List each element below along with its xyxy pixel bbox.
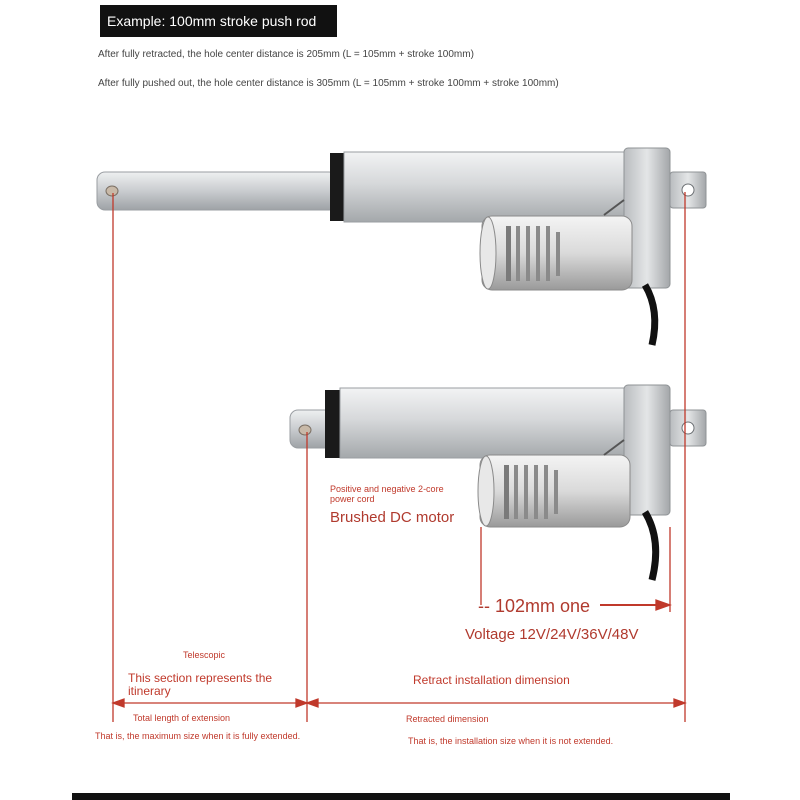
retracted-note: After fully retracted, the hole center distance is 205mm (L = 105mm + stroke 100mm): [98, 49, 474, 60]
retracted-rod-hole: [299, 425, 311, 435]
retracted-actuator: [290, 385, 706, 580]
extended-note: After fully pushed out, the hole center distance is 305mm (L = 105mm + stroke 100mm + stroke 100mm): [98, 78, 559, 89]
retracted-gear-housing: [624, 385, 670, 515]
bottom-divider: [72, 793, 730, 800]
extended-motor-cap: [480, 217, 496, 289]
retracted-power-cord: [645, 512, 656, 580]
install-size-label: That is, the installation size when it is not extended.: [408, 736, 614, 746]
extended-rear-hole: [682, 184, 694, 196]
retracted-rear-hole: [682, 422, 694, 434]
retract-dimension-label: Retract installation dimension: [413, 673, 570, 687]
retracted-motor-cap: [478, 456, 494, 526]
motor-length-label: -- 102mm one: [478, 596, 591, 616]
total-length-label: Total length of extension: [133, 713, 231, 723]
itinerary-label: This section represents the itinerary: [128, 671, 273, 698]
extended-power-cord: [645, 285, 655, 345]
telescopic-label: Telescopic: [183, 650, 226, 660]
extended-outer-tube: [344, 152, 628, 222]
max-size-label: That is, the maximum size when it is fully extended.: [95, 731, 301, 741]
retracted-outer-tube: [340, 388, 627, 458]
motor-label: Brushed DC motor: [330, 509, 455, 526]
extended-push-rod: [97, 172, 337, 210]
example-title: Example: 100mm stroke push rod: [100, 5, 337, 37]
retracted-rod-collar: [325, 390, 341, 458]
power-cord-label: Positive and negative 2-core power cord: [330, 484, 444, 504]
voltage-label: Voltage 12V/24V/36V/48V: [465, 626, 639, 643]
retracted-dimension-label: Retracted dimension: [406, 714, 489, 724]
extended-rod-hole: [106, 186, 118, 196]
extended-actuator: [97, 148, 706, 345]
